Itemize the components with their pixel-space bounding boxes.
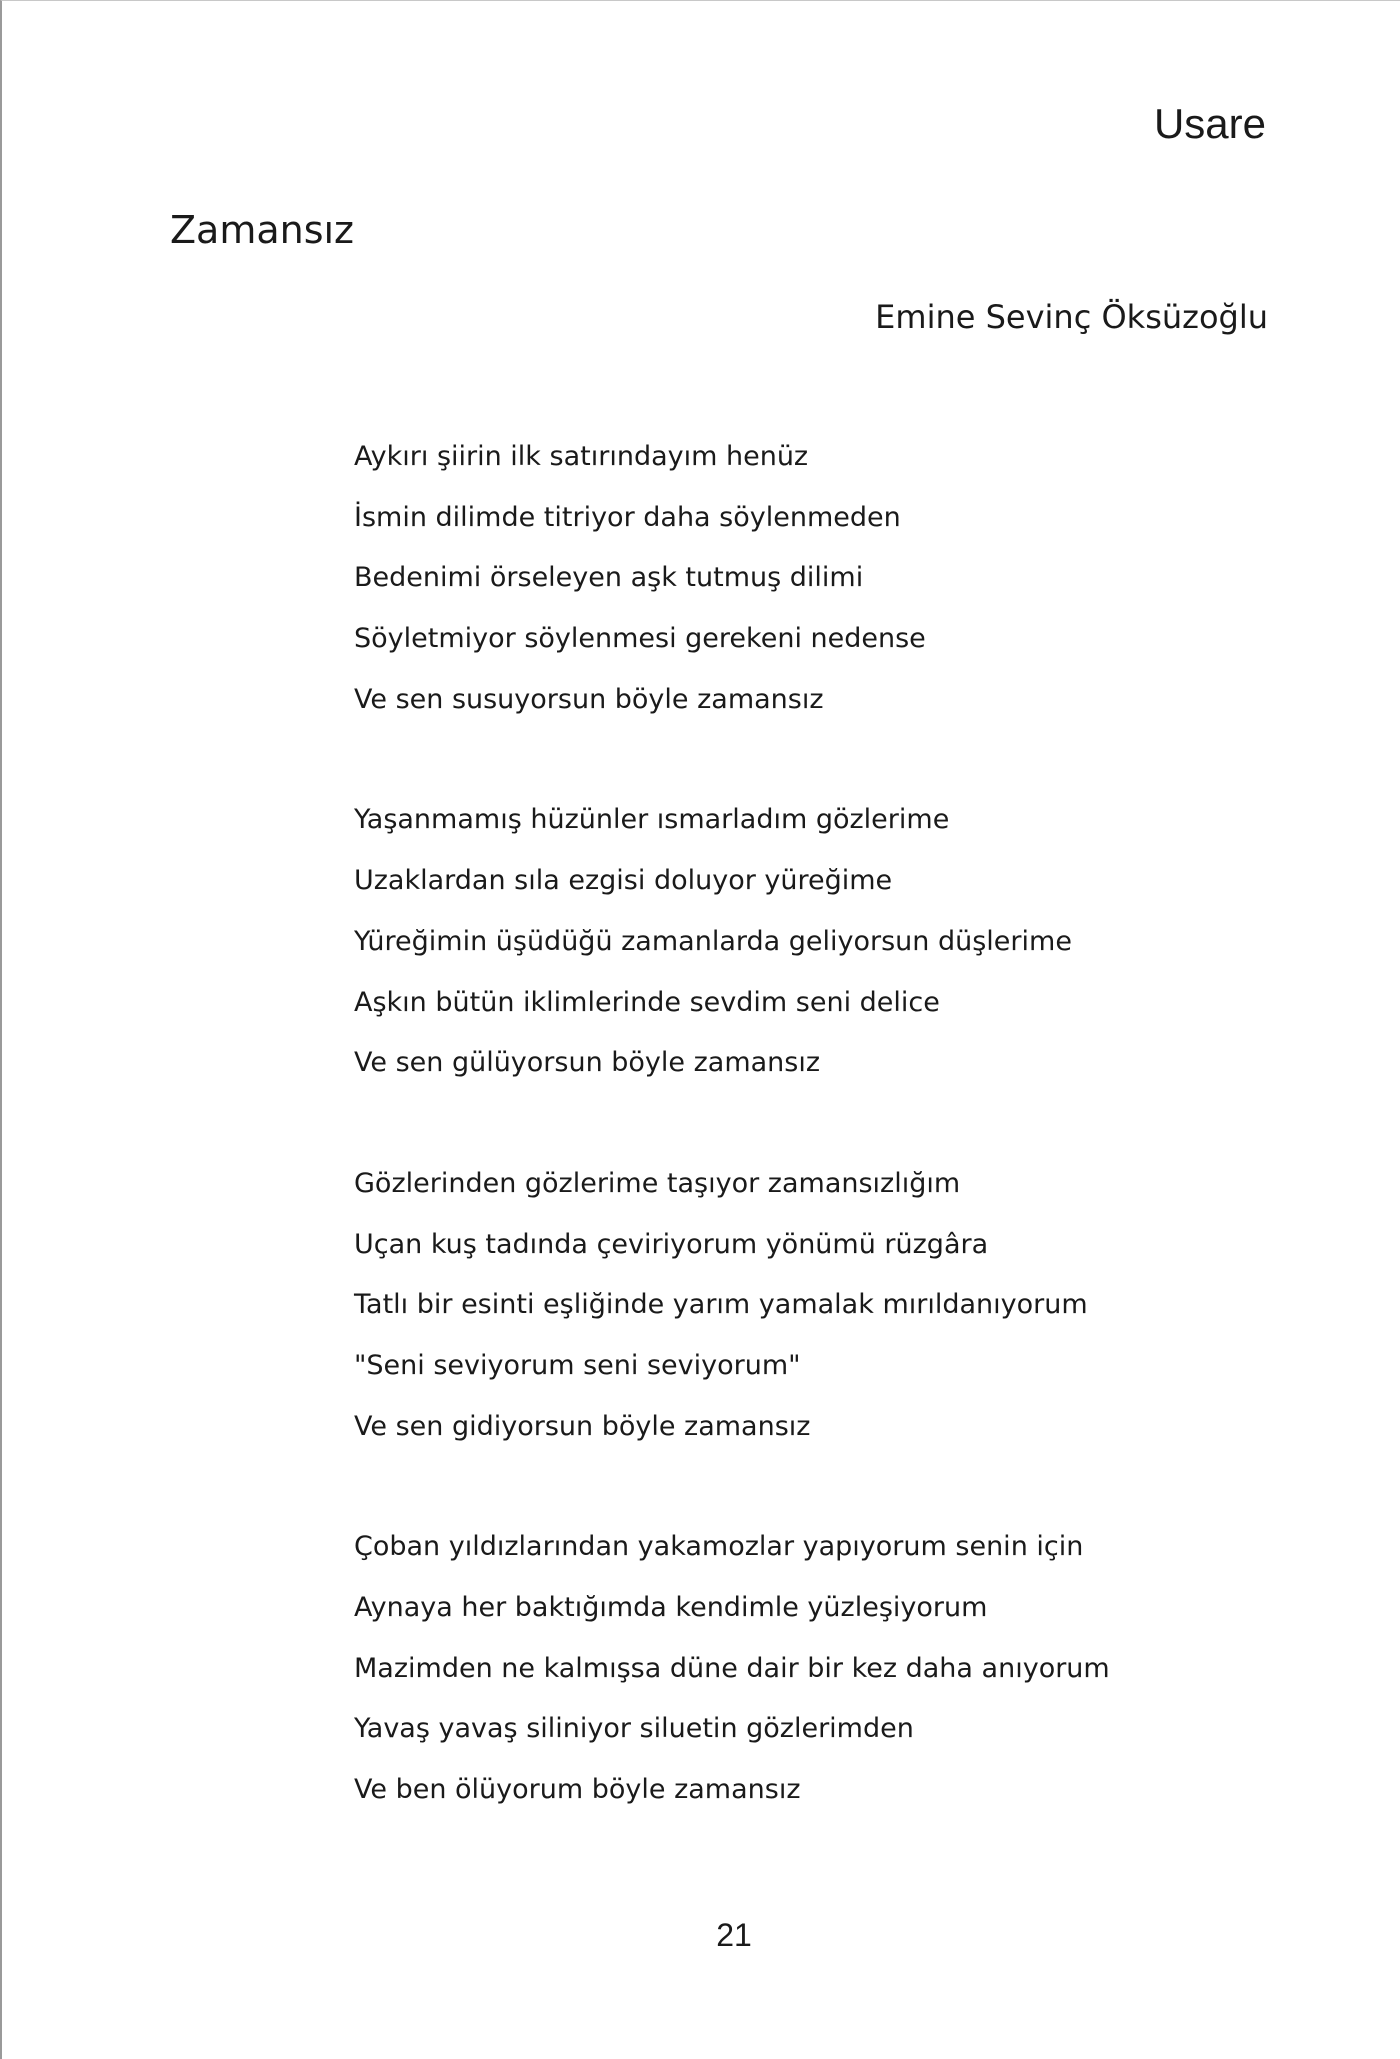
- stanza-3: [354, 1166, 1110, 1469]
- verse-line: Tatlı bir esinti eşliğinde yarım yamalak mırıldanıyorum: [354, 1289, 1088, 1321]
- verse-line: Ve ben ölüyorum böyle zamansız: [354, 1774, 801, 1806]
- poem-author: Emine Sevinç Öksüzoğlu: [875, 298, 1268, 336]
- verse-line: Çoban yıldızlarından yakamozlar yapıyorum senin için: [354, 1531, 1084, 1563]
- verse-line: Uzaklardan sıla ezgisi doluyor yüreğime: [354, 865, 893, 897]
- verse-line: Ve sen gülüyorsun böyle zamansız: [354, 1047, 821, 1079]
- verse-line: Yaşanmamış hüzünler ısmarladım gözlerime: [354, 804, 950, 836]
- verse-line: İsmin dilimde titriyor daha söylenmeden: [354, 501, 901, 533]
- verse-line: Yavaş yavaş siliniyor siluetin gözlerimden: [354, 1713, 914, 1745]
- verse-line: Gözlerinden gözlerime taşıyor zamansızlığım: [354, 1167, 961, 1199]
- verse-line: Aykırı şiirin ilk satırındayım henüz: [354, 441, 809, 472]
- stanza-4: [354, 1529, 1110, 1832]
- verse-line: Aşkın bütün iklimlerinde sevdim seni delice: [354, 986, 940, 1018]
- verse-line: Mazimden ne kalmışsa düne dair bir kez daha anıyorum: [354, 1652, 1110, 1684]
- verse-line: Aynaya her baktığımda kendimle yüzleşiyorum: [354, 1592, 988, 1623]
- verse-line: Bedenimi örseleyen aşk tutmuş dilimi: [354, 562, 864, 594]
- stanza-1: [354, 439, 1110, 742]
- running-header: Usare: [1153, 100, 1266, 147]
- page-number: 21: [716, 1917, 752, 1953]
- stanza-2: [354, 802, 1110, 1105]
- verse-line: Yüreğimin üşüdüğü zamanlarda geliyorsun düşlerime: [354, 925, 1072, 957]
- verse-line: Ve sen susuyorsun böyle zamansız: [354, 683, 824, 715]
- verse-line: Ve sen gidiyorsun böyle zamansız: [354, 1410, 811, 1442]
- verse-line: "Seni seviyorum seni seviyorum": [354, 1349, 801, 1381]
- poem-title: Zamansız: [170, 208, 355, 252]
- verse-line: Uçan kuş tadında çeviriyorum yönümü rüzgâra: [354, 1228, 989, 1260]
- verse-line: Söyletmiyor söylenmesi gerekeni nedense: [354, 623, 926, 655]
- poem-body: [354, 439, 1110, 1893]
